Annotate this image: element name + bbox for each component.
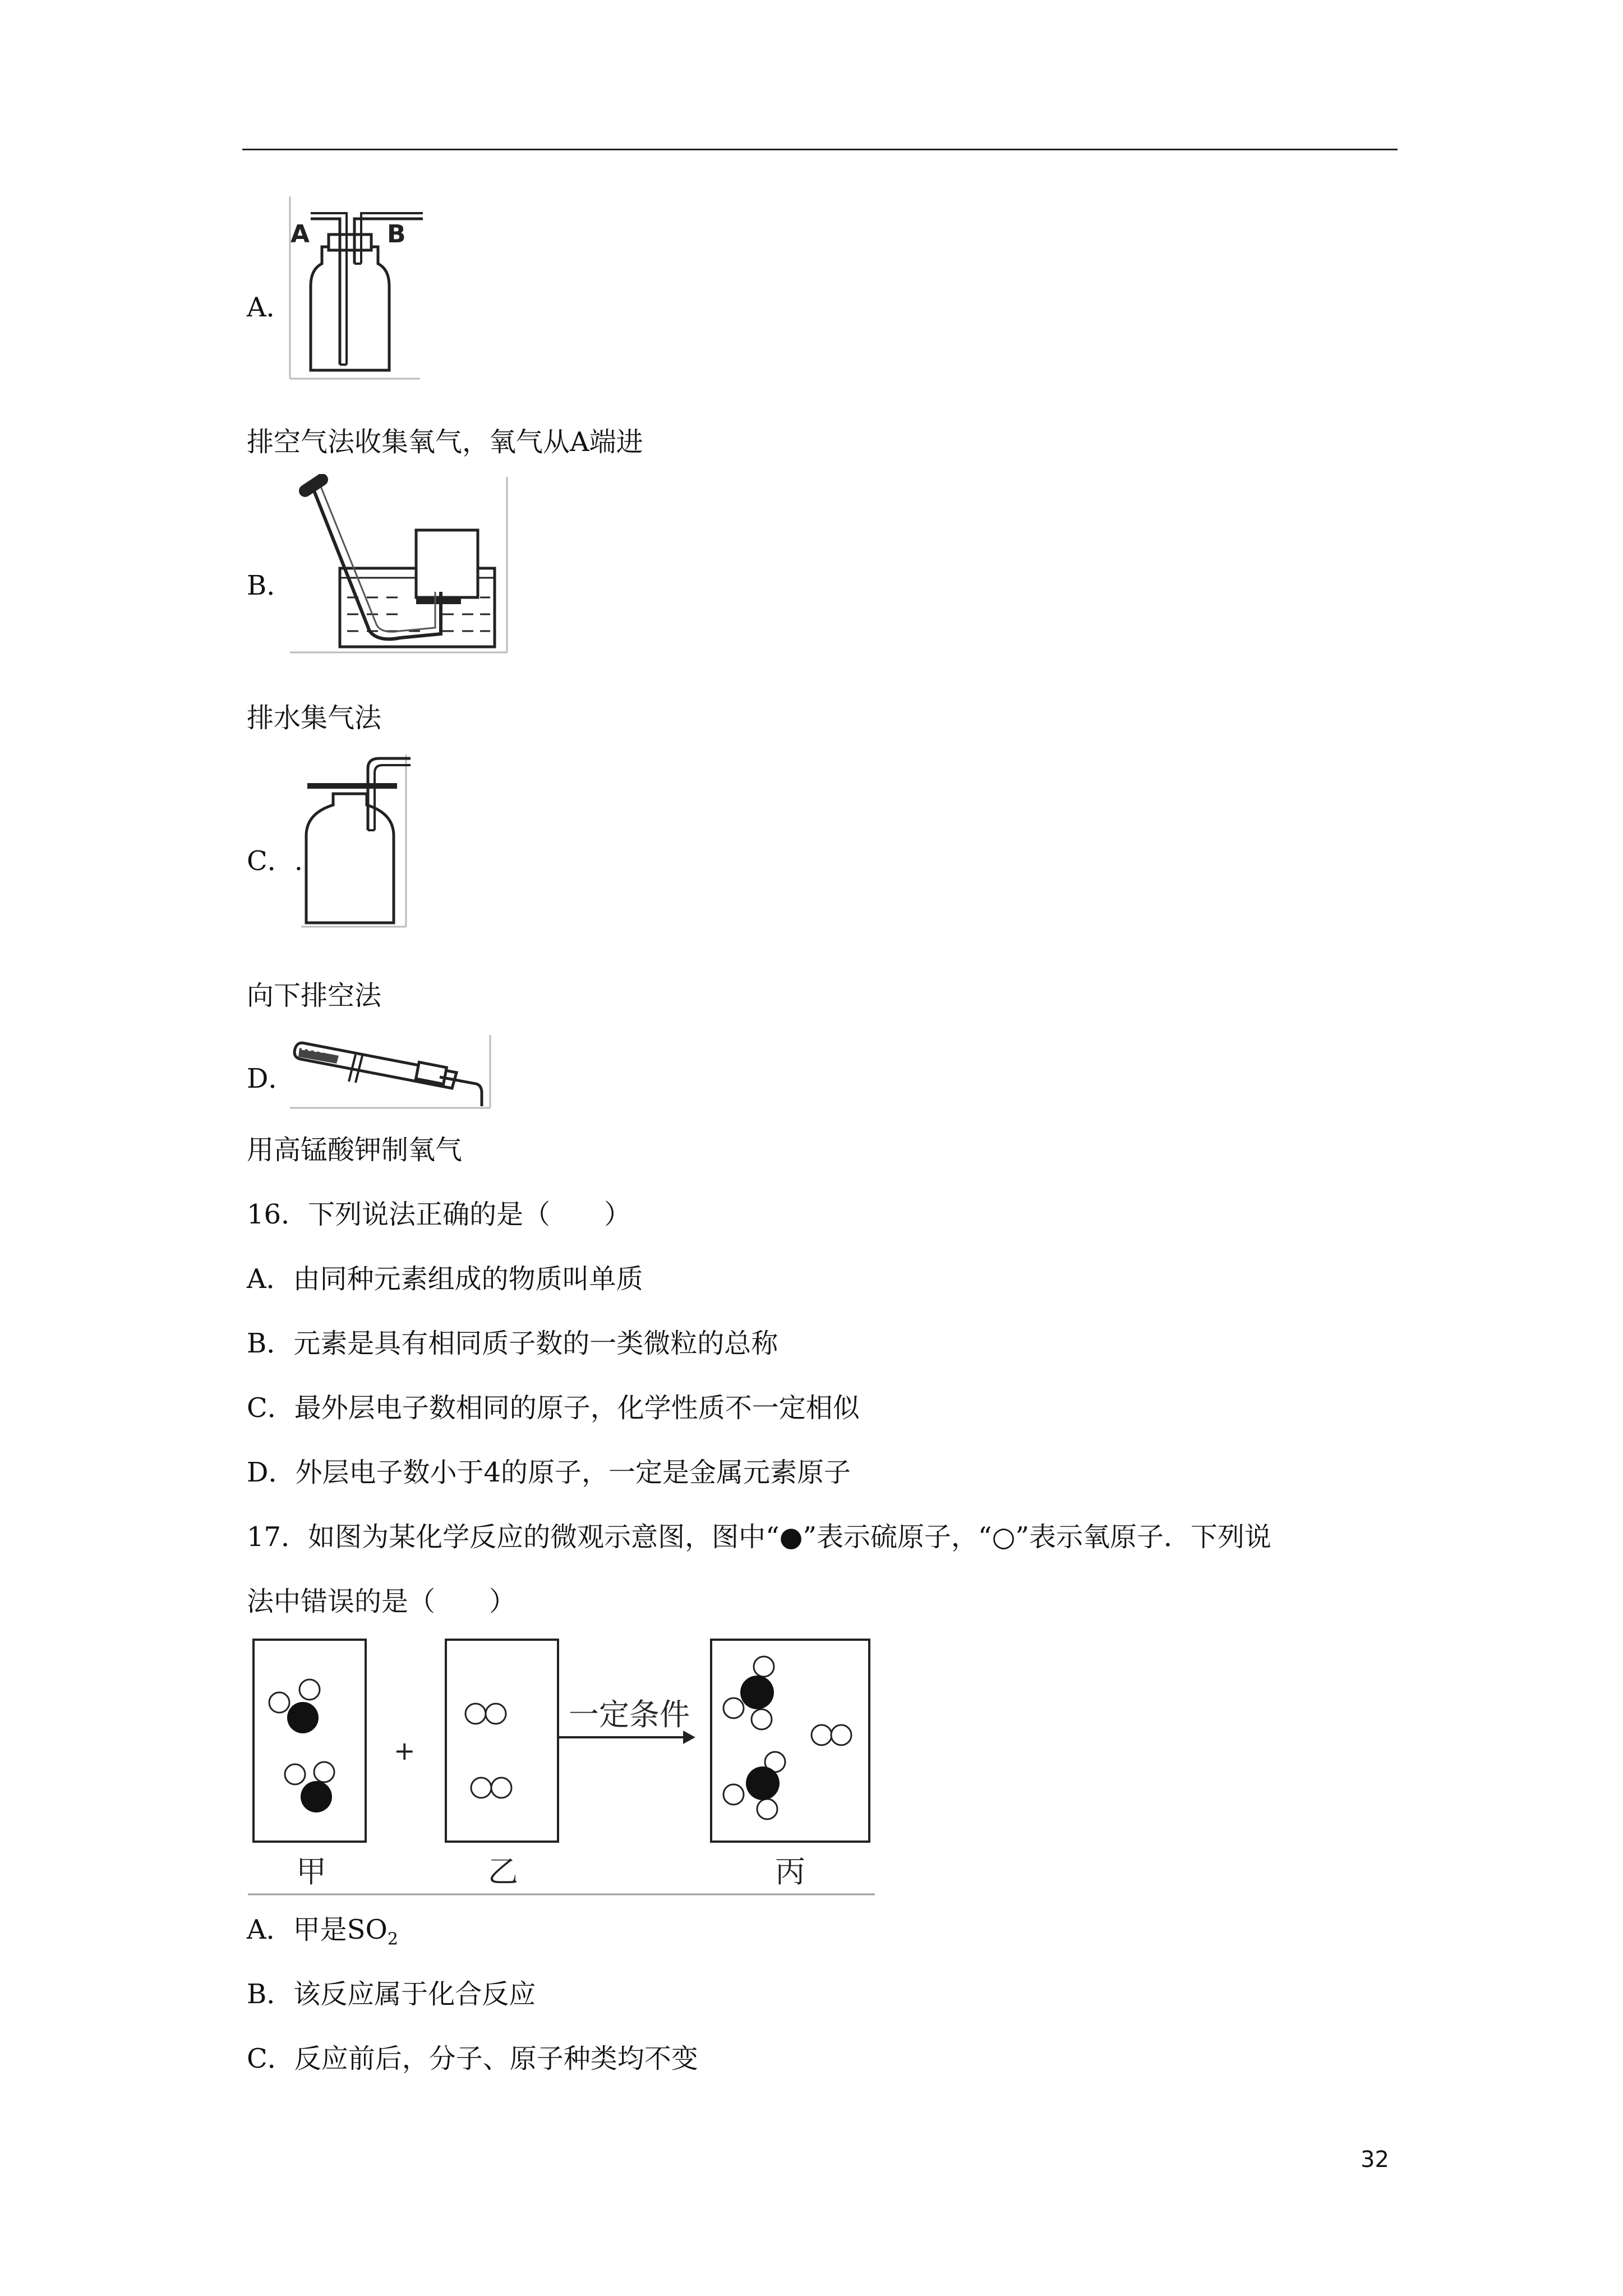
box-bing-label: 丙 <box>775 1854 805 1889</box>
option-b-caption: 排水集气法 <box>247 702 382 734</box>
q16-option-a: A．由同种元素组成的物质叫单质 <box>247 1263 643 1295</box>
q17-option-b: B．该反应属于化合反应 <box>247 1978 536 2010</box>
q16-option-d: D．外层电子数小于4的原子，一定是金属元素原子 <box>247 1457 851 1488</box>
test-tube-heating-figure <box>288 1032 496 1111</box>
water-trough-figure <box>288 474 513 656</box>
option-c-letter: C．. <box>247 845 303 877</box>
q17-option-c: C．反应前后，分子、原子种类均不变 <box>247 2043 698 2074</box>
bottle-bent-tube-figure <box>299 752 417 931</box>
option-c-caption: 向下排空法 <box>247 980 382 1011</box>
box-yi-label: 乙 <box>488 1854 518 1889</box>
option-d-caption: 用高锰酸钾制氧气 <box>247 1134 463 1166</box>
q16-option-b: B．元素是具有相同质子数的一类微粒的总称 <box>247 1328 778 1359</box>
header-rule <box>242 149 1398 150</box>
page-number: 32 <box>1361 2147 1389 2173</box>
reaction-diagram <box>247 1635 878 1896</box>
plus-sign: + <box>394 1736 416 1766</box>
box-yi <box>446 1640 558 1842</box>
option-a-letter: A． <box>247 292 293 323</box>
box-jia-label: 甲 <box>296 1854 326 1889</box>
q16-stem: 16．下列说法正确的是（ ） <box>247 1199 631 1230</box>
q17-option-a <box>247 1913 398 1957</box>
option-a-caption: 排空气法收集氧气，氧气从A端进 <box>247 426 643 458</box>
option-b-letter: B． <box>247 570 294 601</box>
gas-bottle-ab-figure <box>288 191 428 381</box>
option-d-letter: D． <box>247 1063 296 1094</box>
q17-stem-line1: 17．如图为某化学反应的微观示意图，图中“●”表示硫原子，“○”表示氧原子．下列说 <box>247 1521 1272 1553</box>
reaction-condition: 一定条件 <box>569 1697 690 1732</box>
label-a: A <box>291 220 310 249</box>
q17-option-a-text: A．甲是SO <box>247 1914 388 1945</box>
box-jia <box>253 1640 366 1842</box>
q16-option-c: C．最外层电子数相同的原子，化学性质不一定相似 <box>247 1392 860 1424</box>
q17-stem-line2: 法中错误的是（ ） <box>247 1586 517 1617</box>
label-b: B <box>387 220 406 249</box>
q17-option-a-subscript: 2 <box>387 1929 398 1949</box>
